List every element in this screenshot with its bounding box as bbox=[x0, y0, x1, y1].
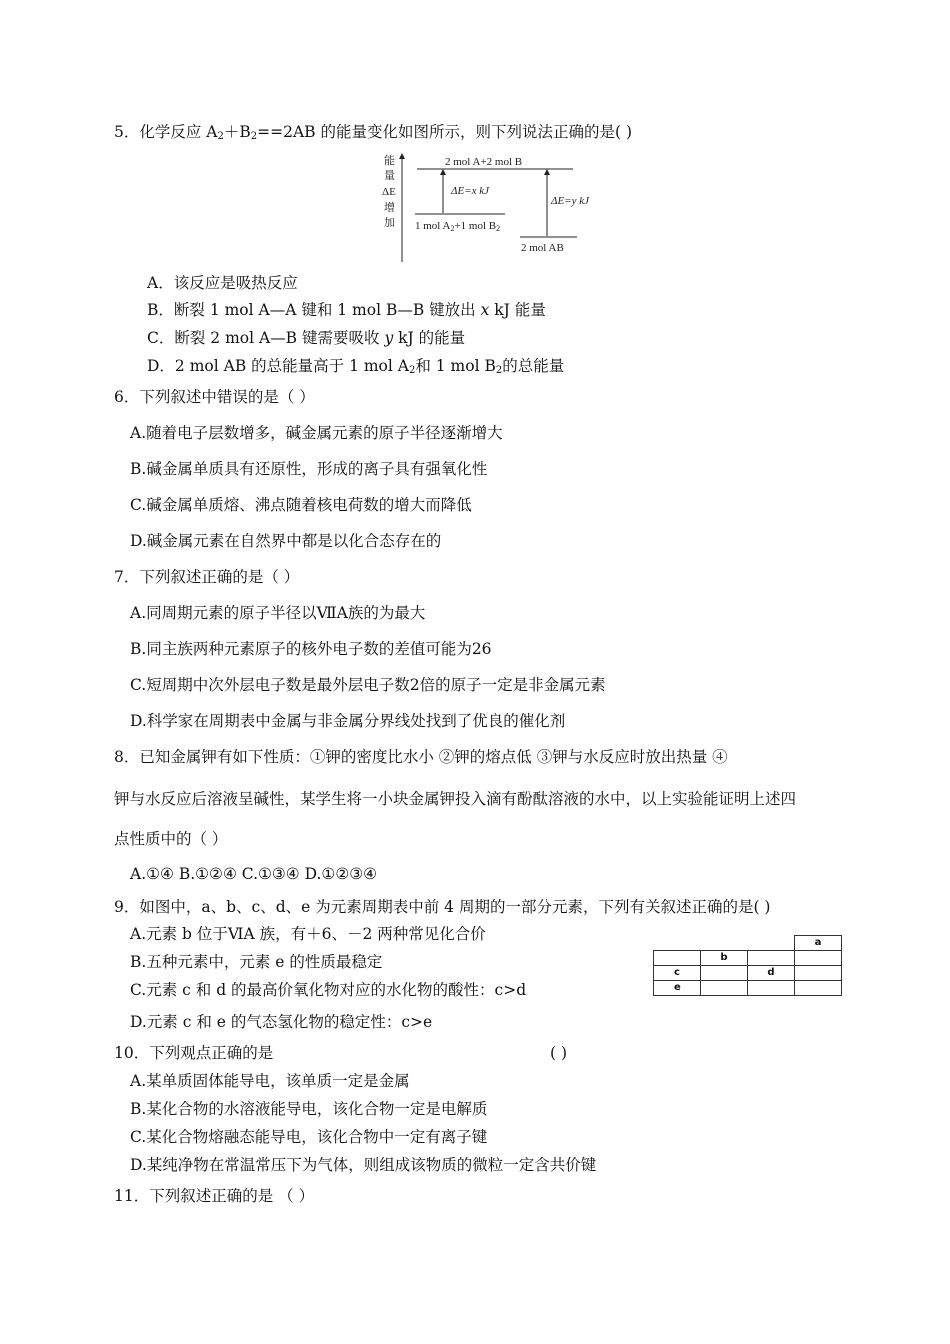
q9-option-a: A.元素 b 位于ⅥA 族，有＋6、－2 两种常见化合价 bbox=[130, 925, 486, 943]
q9-option-c: C.元素 c 和 d 的最高价氧化物对应的水化物的酸性：c>d bbox=[130, 981, 527, 999]
q9-option-d: D.元素 c 和 e 的气态氢化物的稳定性：c>e bbox=[130, 1013, 433, 1031]
axis-char: 增 bbox=[384, 201, 395, 214]
energy-axis-label bbox=[382, 153, 396, 229]
q10-stem: 10．下列观点正确的是 bbox=[114, 1044, 274, 1062]
axis-char: 能 bbox=[384, 154, 395, 167]
q6-stem: 6．下列叙述中错误的是（ ） bbox=[114, 388, 315, 406]
q10-option-a: A.某单质固体能导电，该单质一定是金属 bbox=[130, 1072, 410, 1090]
cell-b: b bbox=[701, 951, 748, 966]
cell-d: d bbox=[748, 966, 795, 981]
q5-option-b: B．断裂 1 mol A—A 键和 1 mol B—B 键放出 x kJ 能量 bbox=[147, 301, 546, 319]
q11-stem: 11．下列叙述正确的是 （ ） bbox=[114, 1187, 315, 1205]
q6-option-a: A.随着电子层数增多，碱金属元素的原子半径逐渐增大 bbox=[130, 424, 503, 442]
axis-char: 量 bbox=[384, 169, 395, 182]
q10-option-d: D.某纯净物在常温常压下为气体，则组成该物质的微粒一定含共价键 bbox=[130, 1156, 597, 1174]
arrow-y-label: ΔE=y kJ bbox=[551, 195, 589, 207]
q6-option-b: B.碱金属单质具有还原性，形成的离子具有强氧化性 bbox=[130, 460, 488, 478]
q7-option-c: C.短周期中次外层电子数是最外层电子数2倍的原子一定是非金属元素 bbox=[130, 676, 606, 694]
q8-options: A.①④ B.①②④ C.①③④ D.①②③④ bbox=[130, 865, 378, 883]
q7-option-d: D.科学家在周期表中金属与非金属分界线处找到了优良的催化剂 bbox=[130, 712, 566, 730]
q8-line3: 点性质中的（ ） bbox=[114, 830, 228, 848]
q7-option-a: A.同周期元素的原子半径以ⅦA族的为最大 bbox=[130, 604, 426, 622]
q10-paren: ( ) bbox=[550, 1044, 568, 1062]
cell-a: a bbox=[795, 936, 842, 951]
axis-char: 加 bbox=[384, 216, 395, 229]
q5-option-d: D．2 mol AB 的总能量高于 1 mol $A_2$和 1 mol $B_2$的总能量 bbox=[147, 357, 565, 376]
q5-option-a: A．该反应是吸热反应 bbox=[147, 274, 298, 292]
level-mid-label: 1 mol A2+1 mol B2 bbox=[415, 220, 501, 233]
q7-option-b: B.同主族两种元素原子的核外电子数的差值可能为26 bbox=[130, 640, 492, 658]
q8-line1: 8．已知金属钾有如下性质：①钾的密度比水小 ②钾的熔点低 ③钾与水反应时放出热量 ④ bbox=[114, 748, 728, 766]
q9-stem: 9．如图中，a、b、c、d、e 为元素周期表中前 4 周期的一部分元素，下列有关叙述正确的是( ) bbox=[114, 898, 771, 916]
q7-stem: 7．下列叙述正确的是（ ） bbox=[114, 568, 300, 586]
q10-option-c: C.某化合物熔融态能导电，该化合物中一定有离子键 bbox=[130, 1128, 488, 1146]
cell-c: c bbox=[654, 966, 701, 981]
q5-stem: 5．化学反应 $A_2+B_2==2AB$ 的能量变化如图所示，则下列说法正确的是( ) bbox=[114, 123, 632, 142]
level-top-label: 2 mol A+2 mol B bbox=[445, 156, 523, 168]
cell-e: e bbox=[654, 981, 701, 996]
q8-line2: 钾与水反应后溶液呈碱性，某学生将一小块金属钾投入滴有酚酞溶液的水中，以上实验能证明上述四 bbox=[114, 790, 797, 808]
q6-option-d: D.碱金属元素在自然界中都是以化合态存在的 bbox=[130, 532, 442, 550]
periodic-table-fragment bbox=[653, 935, 842, 996]
q10-option-b: B.某化合物的水溶液能导电，该化合物一定是电解质 bbox=[130, 1100, 488, 1118]
axis-char: ΔE bbox=[382, 186, 396, 198]
q5-option-c: C．断裂 2 mol A—B 键需要吸收 y kJ 的能量 bbox=[147, 329, 466, 347]
q6-option-c: C.碱金属单质熔、沸点随着核电荷数的增大而降低 bbox=[130, 496, 472, 514]
q9-option-b: B.五种元素中，元素 e 的性质最稳定 bbox=[130, 953, 383, 971]
level-bottom-label: 2 mol AB bbox=[521, 242, 564, 254]
energy-diagram bbox=[375, 150, 615, 265]
arrow-x-label: ΔE=x kJ bbox=[451, 185, 489, 197]
